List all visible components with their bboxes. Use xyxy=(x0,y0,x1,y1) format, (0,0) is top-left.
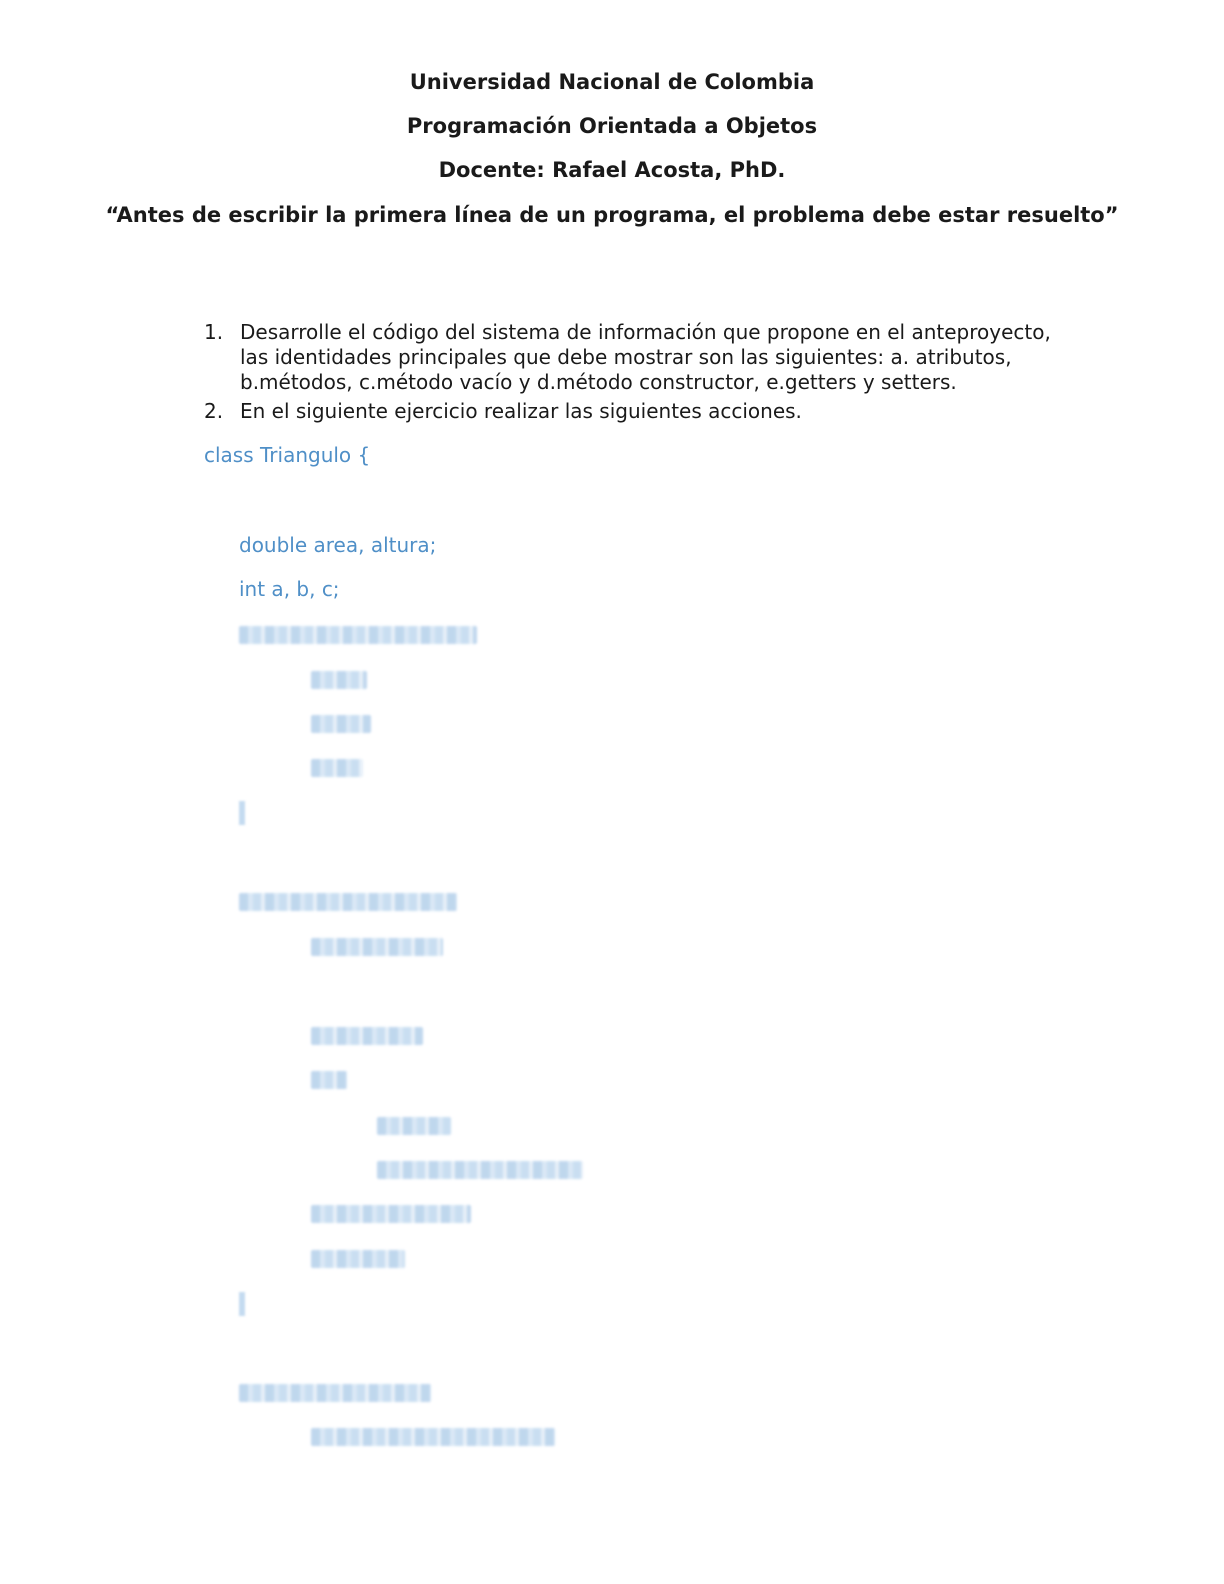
blurred-code-line xyxy=(311,1428,555,1446)
list-item xyxy=(200,320,1060,395)
list-item-number: 2. xyxy=(204,399,224,423)
quote-line: “Antes de escribir la primera línea de un programa, el problema debe estar resuelto” xyxy=(105,203,1119,227)
blurred-code-line xyxy=(377,1117,451,1135)
code-field-doubles: double area, altura; xyxy=(239,533,437,557)
code-field-ints: int a, b, c; xyxy=(239,577,340,601)
instruction-list xyxy=(200,320,1060,424)
blurred-code-line xyxy=(311,759,363,777)
teacher-line: Docente: Rafael Acosta, PhD. xyxy=(438,158,786,182)
blurred-code-line xyxy=(311,938,443,956)
blurred-code-line xyxy=(311,1205,471,1223)
code-class-declaration: class Triangulo { xyxy=(204,443,371,467)
list-item-text: Desarrolle el código del sistema de información que propone en el anteproyecto, las identidades principales que debe mostrar son las siguientes: a. atributos, b.métodos, c.método vacío y d.método constructor, e.getters y setters. xyxy=(240,320,1051,394)
list-item-number: 1. xyxy=(204,320,224,344)
blurred-code-line xyxy=(239,893,457,911)
list-item xyxy=(200,399,1060,424)
blurred-code-brace xyxy=(239,801,245,825)
blurred-code-line xyxy=(239,1384,431,1402)
list-item-text: En el siguiente ejercicio realizar las siguientes acciones. xyxy=(240,399,802,423)
blurred-code-line xyxy=(311,671,367,689)
blurred-code-line xyxy=(311,1071,347,1089)
blurred-code-line xyxy=(377,1161,583,1179)
blurred-code-line xyxy=(239,626,477,644)
blurred-code-line xyxy=(311,1250,405,1268)
blurred-code-line xyxy=(311,1027,423,1045)
blurred-code-brace xyxy=(239,1292,245,1316)
blurred-code-line xyxy=(311,715,371,733)
course-title: Programación Orientada a Objetos xyxy=(406,114,818,138)
university-title: Universidad Nacional de Colombia xyxy=(409,70,815,94)
